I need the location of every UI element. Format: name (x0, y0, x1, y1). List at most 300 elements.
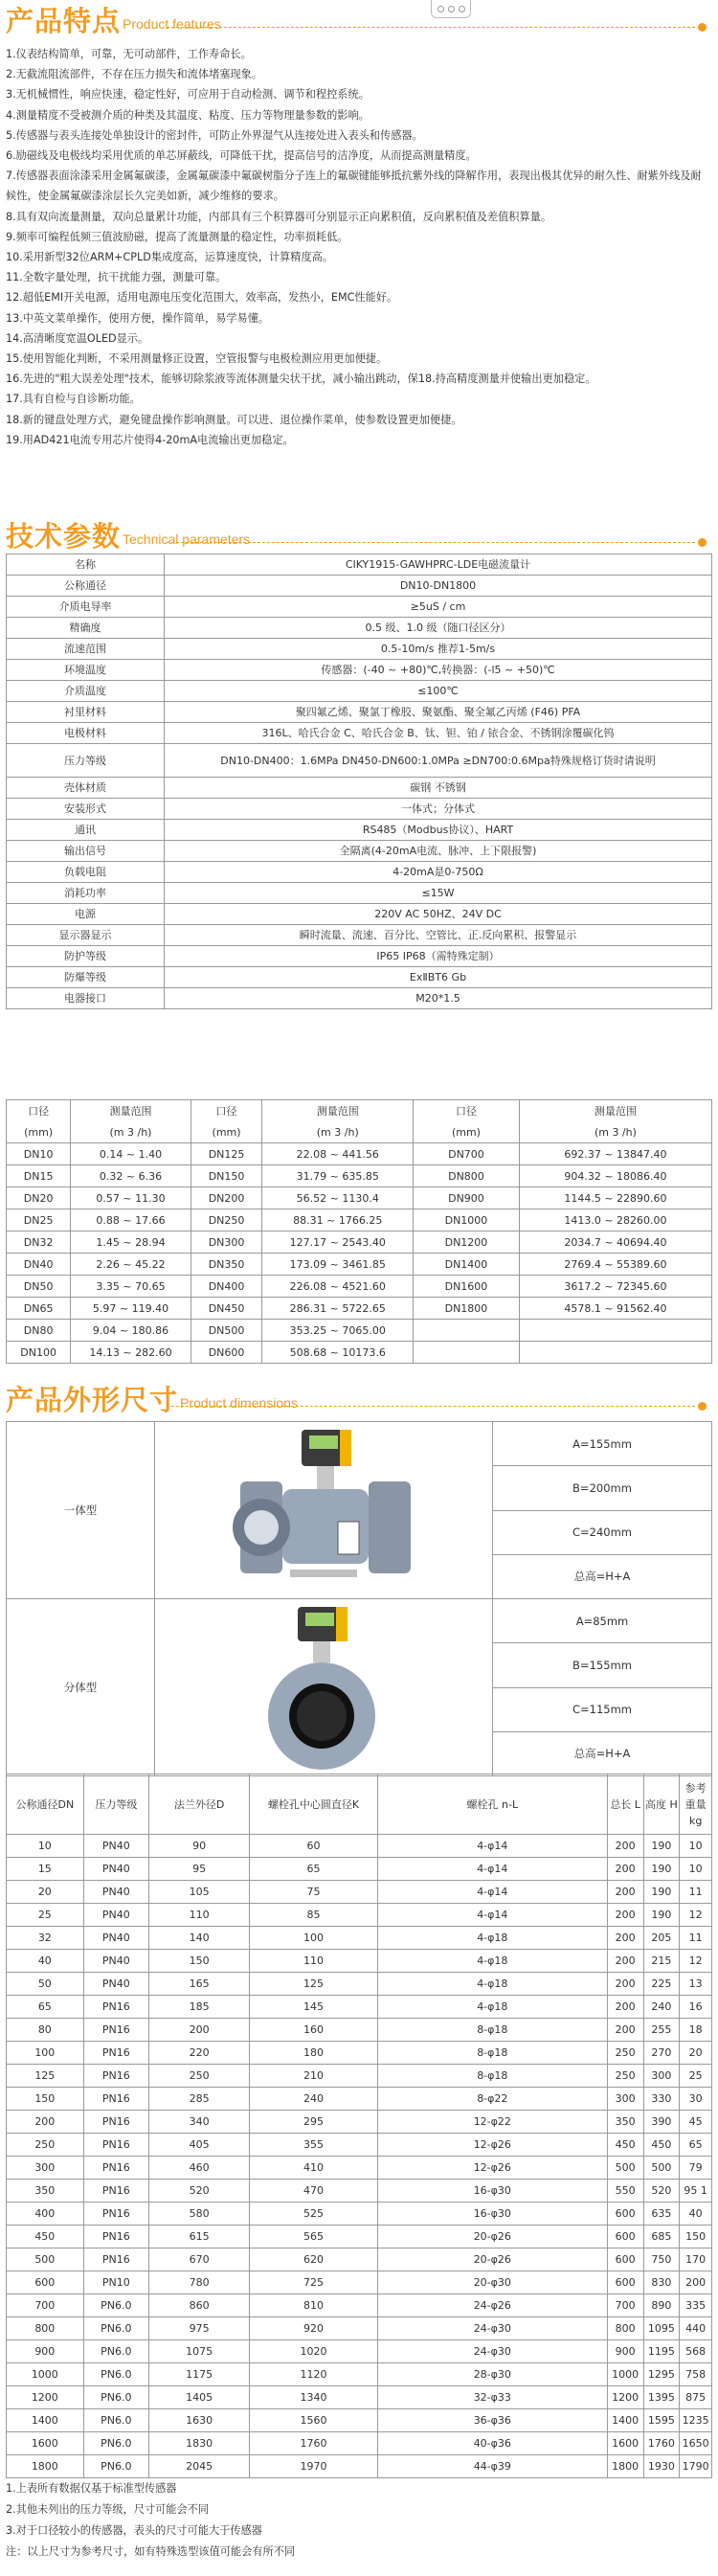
table-cell: 600 (607, 2226, 643, 2248)
table-cell: 65 (680, 2134, 712, 2157)
table-cell: 170 (680, 2248, 712, 2271)
table-cell: 725 (250, 2271, 378, 2294)
table-row (7, 1927, 712, 1950)
spec-value: IP65 IP68（需特殊定制） (165, 946, 712, 967)
section-title: 技术参数 (6, 520, 122, 553)
table-cell: 700 (7, 2294, 84, 2317)
table-cell: 900 (7, 2340, 84, 2363)
table-cell: DN150 (191, 1165, 262, 1187)
spec-value: ExⅡBT6 Gb (165, 967, 712, 988)
table-cell: 200 (607, 1996, 643, 2019)
table-cell: PN16 (83, 2019, 148, 2042)
spec-value: ≥5uS / cm (165, 597, 712, 618)
table-cell: 450 (643, 2134, 680, 2157)
table-cell: 24-φ30 (377, 2317, 607, 2340)
table-row (7, 660, 712, 681)
table-row (7, 1187, 712, 1209)
table-cell: DN1600 (414, 1276, 520, 1298)
table-cell: 1340 (250, 2386, 378, 2409)
section-header-technical (6, 521, 714, 552)
table-row (7, 702, 712, 723)
table-cell: 353.25 ~ 7065.00 (262, 1320, 414, 1342)
table-cell: 250 (7, 2134, 84, 2157)
table-cell: 75 (250, 1881, 378, 1904)
table-cell: 200 (607, 1835, 643, 1858)
table-cell: PN16 (83, 1996, 148, 2019)
table-cell: 16 (680, 1996, 712, 2019)
table-row (7, 2271, 712, 2294)
spec-key: 压力等级 (7, 744, 165, 778)
table-cell: 758 (680, 2363, 712, 2386)
table-cell: 1560 (250, 2409, 378, 2432)
table-cell: 12-φ26 (377, 2134, 607, 2157)
table-cell: PN6.0 (83, 2294, 148, 2317)
table-row (7, 1904, 712, 1927)
table-row (7, 1298, 712, 1320)
dot-icon (698, 1402, 707, 1411)
table-cell: 450 (7, 2226, 84, 2248)
table-row (7, 2317, 712, 2340)
feature-item: 15.使用智能化判断，不采用测量修正设置，空管报警与电极检测应用更加便捷。 (6, 352, 388, 366)
table-cell: 400 (7, 2203, 84, 2226)
feature-item: 13.中英文菜单操作，使用方便，操作简单，易学易懂。 (6, 311, 270, 325)
table-cell: 200 (607, 2019, 643, 2042)
integral-meter-image (233, 1426, 415, 1594)
table-cell: 904.32 ~ 18086.40 (519, 1165, 711, 1187)
feature-item: 18.新的键盘处理方式，避免键盘操作影响测量。可以进、退位操作菜单，使参数设置更加便捷。 (6, 413, 462, 426)
table-cell: 550 (607, 2180, 643, 2203)
table-cell: 685 (643, 2226, 680, 2248)
table-cell: 60 (250, 1835, 378, 1858)
range-table (6, 1099, 712, 1364)
table-cell: 1400 (7, 2409, 84, 2432)
feature-item: 16.先进的"粗大误差处理"技术，能够切除浆液等流体测量尖状干扰，减小输出跳动，保18.持高精度测量并使输出更加稳定。 (6, 373, 596, 386)
table-row (7, 1422, 712, 1466)
table-cell: 270 (643, 2042, 680, 2065)
dim-value: A=85mm (493, 1599, 712, 1643)
table-cell: 500 (607, 2157, 643, 2180)
spec-key: 精确度 (7, 618, 165, 639)
section-header-dimensions (6, 1385, 714, 1415)
dim-value: C=115mm (493, 1687, 712, 1731)
table-cell: DN32 (7, 1232, 71, 1254)
table-cell: PN6.0 (83, 2386, 148, 2409)
table-cell: 95 1 (680, 2180, 712, 2203)
table-cell: 65 (250, 1858, 378, 1881)
table-cell: 2034.7 ~ 40694.40 (519, 1232, 711, 1254)
spec-value: 316L、哈氏合金 C、哈氏合金 B、钛、钽、铂 / 铱合金、不锈钢涂覆碳化钨 (165, 723, 712, 744)
table-cell: 1790 (680, 2455, 712, 2478)
spec-value: DN10-DN400：1.6MPa DN450-DN600:1.0MPa ≥DN700:0.6Mpa特殊规格订货时请说明 (165, 744, 712, 778)
dot-icon (698, 538, 707, 547)
table-row (7, 723, 712, 744)
table-cell: 565 (250, 2226, 378, 2248)
table-cell: PN16 (83, 2180, 148, 2203)
table-cell: 190 (643, 1858, 680, 1881)
table-cell: 1020 (250, 2340, 378, 2363)
table-cell: 1235 (680, 2409, 712, 2432)
table-row (7, 862, 712, 883)
table-cell: 16-φ30 (377, 2203, 607, 2226)
table-cell: 525 (250, 2203, 378, 2226)
table-row (7, 2363, 712, 2386)
table-cell: 180 (250, 2042, 378, 2065)
table-cell: DN50 (7, 1276, 71, 1298)
table-cell: 4-φ18 (377, 1927, 607, 1950)
table-cell: 190 (643, 1835, 680, 1858)
table-row (7, 1342, 712, 1364)
table-cell: 8-φ18 (377, 2042, 607, 2065)
column-unit: (m 3 /h) (262, 1121, 414, 1143)
image-cell (155, 1599, 493, 1776)
table-cell: 405 (149, 2134, 250, 2157)
table-cell: DN15 (7, 1165, 71, 1187)
note-line: 3.对于口径较小的传感器，表头的尺寸可能大于传感器 (6, 2524, 262, 2537)
table-cell: 190 (643, 1904, 680, 1927)
table-cell: 1200 (607, 2386, 643, 2409)
table-cell: 1595 (643, 2409, 680, 2432)
column-unit: (mm) (414, 1121, 520, 1143)
table-cell (414, 1320, 520, 1342)
table-cell: 600 (607, 2271, 643, 2294)
table-cell: 24-φ26 (377, 2294, 607, 2317)
table-cell: 32-φ33 (377, 2386, 607, 2409)
table-cell: 100 (250, 1927, 378, 1950)
table-cell: PN16 (83, 2111, 148, 2134)
table-cell: 200 (607, 1950, 643, 1973)
table-cell: 350 (607, 2111, 643, 2134)
table-cell: 127.17 ~ 2543.40 (262, 1232, 414, 1254)
table-cell: 1630 (149, 2409, 250, 2432)
table-cell: 520 (643, 2180, 680, 2203)
table-cell: 90 (149, 1835, 250, 1858)
table-row (7, 988, 712, 1009)
table-cell: PN16 (83, 2134, 148, 2157)
table-cell: 860 (149, 2294, 250, 2317)
table-cell: 1405 (149, 2386, 250, 2409)
table-row (7, 2409, 712, 2432)
table-row (7, 744, 712, 778)
table-cell: 4-φ14 (377, 1858, 607, 1881)
table-cell: 28-φ30 (377, 2363, 607, 2386)
spec-key: 公称通径 (7, 576, 165, 597)
table-cell: PN40 (83, 1858, 148, 1881)
table-cell: 36-φ36 (377, 2409, 607, 2432)
table-cell: 31.79 ~ 635.85 (262, 1165, 414, 1187)
spec-key: 环境温度 (7, 660, 165, 681)
feature-item: 17.具有自检与自诊断功能。 (6, 393, 141, 406)
table-cell: 165 (149, 1973, 250, 1996)
table-header-row (7, 1121, 712, 1143)
spec-key: 防护等级 (7, 946, 165, 967)
table-cell: 150 (7, 2088, 84, 2111)
table-cell: 110 (250, 1950, 378, 1973)
table-cell: 200 (607, 1927, 643, 1950)
table-cell: 1000 (7, 2363, 84, 2386)
table-cell: 3617.2 ~ 72345.60 (519, 1276, 711, 1298)
spec-key: 显示器显示 (7, 925, 165, 946)
spec-value: 220V AC 50HZ、24V DC (165, 904, 712, 925)
table-row (7, 946, 712, 967)
table-row (7, 576, 712, 597)
spec-key: 衬里材料 (7, 702, 165, 723)
dimension-table (6, 1421, 712, 1776)
dim-value: C=240mm (493, 1510, 712, 1554)
table-cell: 210 (250, 2065, 378, 2088)
spec-value: 全隔离(4-20mA电流、脉冲、上下限报警) (165, 841, 712, 862)
table-cell: DN300 (191, 1232, 262, 1254)
table-row (7, 618, 712, 639)
table-cell: 1970 (250, 2455, 378, 2478)
table-cell: 440 (680, 2317, 712, 2340)
table-row (7, 2088, 712, 2111)
table-cell: 11 (680, 1927, 712, 1950)
dashed-divider (167, 27, 695, 28)
table-cell: 200 (607, 1973, 643, 1996)
table-row (7, 2226, 712, 2248)
table-cell: DN400 (191, 1276, 262, 1298)
table-cell: 65 (7, 1996, 84, 2019)
table-cell: 145 (250, 1996, 378, 2019)
table-cell: 1175 (149, 2363, 250, 2386)
table-cell: PN16 (83, 2226, 148, 2248)
table-cell: PN10 (83, 2271, 148, 2294)
note-line: 注：以上尺寸为参考尺寸，如有特殊选型该值可能会有所不同 (6, 2545, 296, 2558)
section-title: 产品外形尺寸 (6, 1384, 179, 1416)
table-cell: 4-φ18 (377, 1996, 607, 2019)
table-cell: 508.68 ~ 10173.6 (262, 1342, 414, 1364)
table-row (7, 1254, 712, 1276)
table-row (7, 1835, 712, 1858)
table-cell: 800 (7, 2317, 84, 2340)
note-line: 1.上表所有数据仅基于标准型传感器 (6, 2482, 177, 2495)
table-cell: 335 (680, 2294, 712, 2317)
table-row (7, 820, 712, 841)
table-cell: PN6.0 (83, 2432, 148, 2455)
table-cell: 40 (680, 2203, 712, 2226)
spec-key: 消耗功率 (7, 883, 165, 904)
table-cell: 2.26 ~ 45.22 (71, 1254, 191, 1276)
feature-item: 8.具有双向流量测量，双向总量累计功能，内部具有三个积算器可分别显示正向累积值，反向累积值及差值积算量。 (6, 210, 552, 223)
column-header: 口径 (414, 1100, 520, 1122)
dashed-divider (167, 542, 695, 543)
column-header: 高度 H (643, 1774, 680, 1835)
table-row (7, 2386, 712, 2409)
table-cell (414, 1342, 520, 1364)
dim-value: A=155mm (493, 1422, 712, 1466)
table-cell: 40-φ36 (377, 2432, 607, 2455)
table-cell: 500 (643, 2157, 680, 2180)
table-cell: 1800 (607, 2455, 643, 2478)
table-row (7, 1276, 712, 1298)
type-cell: 分体型 (7, 1599, 155, 1776)
table-cell: 2045 (149, 2455, 250, 2478)
feature-item: 12.超低EMI开关电源，适用电源电压变化范围大，效率高，发热小，EMC性能好。 (6, 291, 398, 305)
table-header-row (7, 1774, 712, 1835)
table-cell: 125 (7, 2065, 84, 2088)
table-cell: 30 (680, 2088, 712, 2111)
table-cell: 4-φ18 (377, 1950, 607, 1973)
column-header: 测量范围 (262, 1100, 414, 1122)
table-row (7, 1881, 712, 1904)
table-cell: DN80 (7, 1320, 71, 1342)
table-cell: 300 (643, 2065, 680, 2088)
section-title: 产品特点 (6, 5, 122, 37)
table-cell: 220 (149, 2042, 250, 2065)
table-cell: DN1400 (414, 1254, 520, 1276)
table-cell: DN450 (191, 1298, 262, 1320)
feature-item: 11.全数字量处理，抗干扰能力强，测量可靠。 (6, 271, 227, 284)
table-cell: 44-φ39 (377, 2455, 607, 2478)
table-cell: 1195 (643, 2340, 680, 2363)
table-cell (519, 1320, 711, 1342)
dim-value: B=155mm (493, 1643, 712, 1687)
table-cell: 3.35 ~ 70.65 (71, 1276, 191, 1298)
table-cell: 255 (643, 2019, 680, 2042)
table-cell: 14.13 ~ 282.60 (71, 1342, 191, 1364)
table-cell: 875 (680, 2386, 712, 2409)
table-cell: 4-φ14 (377, 1881, 607, 1904)
dim-value: 总高=H+A (493, 1731, 712, 1775)
table-cell: 330 (643, 2088, 680, 2111)
table-cell: 1600 (607, 2432, 643, 2455)
table-cell: 88.31 ~ 1766.25 (262, 1209, 414, 1232)
table-cell: 215 (643, 1950, 680, 1973)
table-cell: PN16 (83, 2203, 148, 2226)
column-unit: (mm) (191, 1121, 262, 1143)
table-cell: DN350 (191, 1254, 262, 1276)
table-cell: 12-φ22 (377, 2111, 607, 2134)
table-cell: 200 (607, 1858, 643, 1881)
table-row (7, 2432, 712, 2455)
table-row (7, 883, 712, 904)
spec-key: 电极材料 (7, 723, 165, 744)
table-cell: 205 (643, 1927, 680, 1950)
table-cell: 12-φ26 (377, 2157, 607, 2180)
spec-value: 碳钢 不锈钢 (165, 778, 712, 799)
table-cell: DN200 (191, 1187, 262, 1209)
column-header: 公称通径DN (7, 1774, 84, 1835)
spec-key: 负载电阻 (7, 862, 165, 883)
table-cell: 4-φ14 (377, 1835, 607, 1858)
table-cell: 410 (250, 2157, 378, 2180)
table-row (7, 2157, 712, 2180)
column-header: 法兰外径D (149, 1774, 250, 1835)
feature-item: 6.励磁线及电极线均采用优质的单芯屏蔽线，可降低干扰，提高信号的洁净度，从而提高测量精度。 (6, 149, 477, 163)
table-cell: 80 (7, 2019, 84, 2042)
table-cell: 286.31 ~ 5722.65 (262, 1298, 414, 1320)
spec-key: 防爆等级 (7, 967, 165, 988)
table-cell: 250 (607, 2065, 643, 2088)
table-cell: 25 (7, 1904, 84, 1927)
table-cell: 1144.5 ~ 22890.60 (519, 1187, 711, 1209)
table-cell: 16-φ30 (377, 2180, 607, 2203)
table-cell: 1600 (7, 2432, 84, 2455)
table-cell: 85 (250, 1904, 378, 1927)
table-cell: DN250 (191, 1209, 262, 1232)
table-cell: PN6.0 (83, 2409, 148, 2432)
table-row (7, 1599, 712, 1643)
table-cell: 285 (149, 2088, 250, 2111)
table-cell: DN1200 (414, 1232, 520, 1254)
spec-key: 输出信号 (7, 841, 165, 862)
table-row (7, 639, 712, 660)
spec-key: 通讯 (7, 820, 165, 841)
table-cell: 1200 (7, 2386, 84, 2409)
table-cell: 22.08 ~ 441.56 (262, 1143, 414, 1165)
table-cell: PN40 (83, 1904, 148, 1927)
spec-key: 流速范围 (7, 639, 165, 660)
table-cell: PN16 (83, 2157, 148, 2180)
table-cell: DN100 (7, 1342, 71, 1364)
table-cell: 200 (607, 1904, 643, 1927)
table-cell: 8-φ18 (377, 2065, 607, 2088)
table-row (7, 1973, 712, 1996)
table-cell: DN40 (7, 1254, 71, 1276)
table-cell: 160 (250, 2019, 378, 2042)
spec-value: DN10-DN1800 (165, 576, 712, 597)
table-cell: 20-φ26 (377, 2226, 607, 2248)
table-cell: 200 (607, 1881, 643, 1904)
table-row (7, 597, 712, 618)
table-cell: 20 (680, 2042, 712, 2065)
table-cell: PN40 (83, 1950, 148, 1973)
table-cell: 1095 (643, 2317, 680, 2340)
table-cell: 780 (149, 2271, 250, 2294)
table-cell: PN40 (83, 1881, 148, 1904)
table-cell: 8-φ18 (377, 2019, 607, 2042)
table-row (7, 2111, 712, 2134)
column-header: 压力等级 (83, 1774, 148, 1835)
table-row (7, 2340, 712, 2363)
feature-list (6, 44, 709, 450)
table-cell: 500 (7, 2248, 84, 2271)
table-cell: PN40 (83, 1927, 148, 1950)
table-cell: 2769.4 ~ 55389.60 (519, 1254, 711, 1276)
table-cell: 830 (643, 2271, 680, 2294)
table-cell: 1120 (250, 2363, 378, 2386)
table-cell: 32 (7, 1927, 84, 1950)
column-header: 总长 L (607, 1774, 643, 1835)
column-header: 螺栓孔中心圆直径K (250, 1774, 378, 1835)
table-cell: 11 (680, 1881, 712, 1904)
dot-icon (698, 23, 707, 32)
table-cell: 1930 (643, 2455, 680, 2478)
table-cell: 45 (680, 2111, 712, 2134)
table-cell: 140 (149, 1927, 250, 1950)
table-row (7, 1320, 712, 1342)
spec-value: 传感器：(-40 ~ +80)℃,转换器：(-l5 ~ +50)℃ (165, 660, 712, 681)
spec-key: 电源 (7, 904, 165, 925)
table-cell: 900 (607, 2340, 643, 2363)
table-header-row (7, 1100, 712, 1122)
table-cell: 975 (149, 2317, 250, 2340)
table-row (7, 2042, 712, 2065)
table-row (7, 1858, 712, 1881)
table-cell: 200 (680, 2271, 712, 2294)
table-cell: 750 (643, 2248, 680, 2271)
table-row (7, 1143, 712, 1165)
table-cell: 1075 (149, 2340, 250, 2363)
table-cell: 5.97 ~ 119.40 (71, 1298, 191, 1320)
table-cell: 13 (680, 1973, 712, 1996)
spec-value: ≤100℃ (165, 681, 712, 702)
table-cell: 105 (149, 1881, 250, 1904)
table-cell: 10 (680, 1858, 712, 1881)
table-cell: 250 (607, 2042, 643, 2065)
table-cell: DN800 (414, 1165, 520, 1187)
table-row (7, 904, 712, 925)
